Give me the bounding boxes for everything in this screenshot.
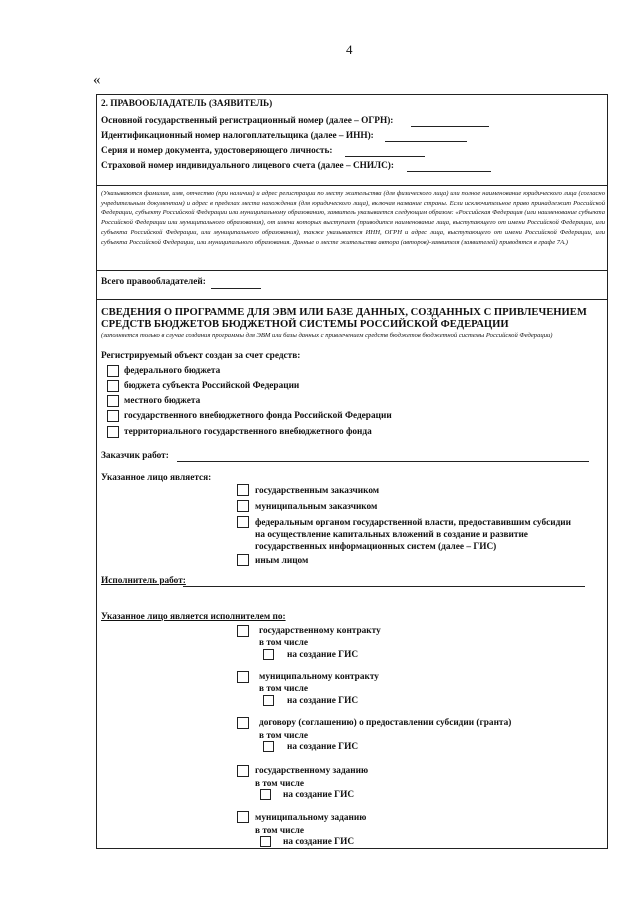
divider [97, 299, 607, 300]
divider [97, 270, 607, 271]
page-number: 4 [346, 42, 353, 57]
municipal-assignment-label: муниципальному заданию [255, 813, 367, 823]
passport-label: Серия и номер документа, удостоверяющего личность: [101, 146, 333, 156]
gis-label: на создание ГИС [283, 837, 355, 847]
customer-field[interactable] [177, 461, 589, 462]
federal-budget-checkbox[interactable] [107, 365, 119, 377]
other-person-checkbox[interactable] [237, 554, 249, 566]
federal-authority-checkbox[interactable] [237, 516, 249, 528]
gis-checkbox[interactable] [263, 695, 274, 706]
gis-checkbox[interactable] [263, 741, 274, 752]
state-assignment-label: государственному заданию [255, 766, 369, 776]
territorial-fund-checkbox[interactable] [107, 426, 119, 438]
state-contract-label: государственному контракту [259, 626, 381, 636]
ogrn-label: Основной государственный регистрационный номер (далее – ОГРН): [101, 116, 394, 126]
form-frame [96, 94, 608, 849]
including-label: в том числе [259, 684, 308, 694]
federal-authority-label-3: государственных информационных систем (далее – ГИС) [255, 542, 497, 552]
total-rightholders-field[interactable] [211, 288, 261, 289]
budget-heading: СВЕДЕНИЯ О ПРОГРАММЕ ДЛЯ ЭВМ ИЛИ БАЗЕ ДАННЫХ, СОЗДАННЫХ С ПРИВЛЕЧЕНИЕМ СРЕДСТВ БЮДЖЕТОВ БЮДЖЕТНОЙ СИСТЕМЫ РОССИЙСКОЙ ФЕДЕРАЦИИ [101, 307, 587, 330]
state-customer-label: государственным заказчиком [255, 486, 380, 496]
state-contract-checkbox[interactable] [237, 625, 249, 637]
gis-checkbox[interactable] [260, 836, 271, 847]
gis-label: на создание ГИС [283, 790, 355, 800]
quote-mark: « [93, 72, 101, 88]
rightholder-note: (Указываются фамилия, имя, отчество (при наличии) и адрес регистрации по месту жительства (для физического лица) или полное наименование юридического лица (согласно учредительным документам) и адрес в пределах места нахождения (для юридического лица), включая название страны. Если исключительное право принадлежит Российской Федерации, субъекту Российской Федерации или муниципальному образованию, заявитель указывается следующим образом: «Российская Федерация (или наименование субъекта Российской Федерации или муниципального образования), от имени которых выступает (приводится наименование лица, выступающего от имени Российской Федерации, или субъекта Российской Федерации, или муниципального образования), также указывается ИНН, ОГРН и адрес лица, выступающего от имени Российской Федерации, или субъекта Российской Федерации, или муниципального образования. Данные о месте жительства автора (авторов)-заявителя (заявителей) приводятся в графе 7А.) [101, 190, 605, 246]
customer-label: Заказчик работ: [101, 451, 169, 461]
inn-field[interactable] [385, 141, 467, 142]
section-title: 2. ПРАВООБЛАДАТЕЛЬ (ЗАЯВИТЕЛЬ) [101, 99, 273, 109]
municipal-contract-checkbox[interactable] [237, 671, 249, 683]
budget-note: (заполняется только в случае создания программы для ЭВМ или базы данных с привлечением средств бюджетов бюджетной системы Российской Федерации) [101, 332, 553, 339]
funded-label: Регистрируемый объект создан за счет средств: [101, 351, 301, 361]
snils-field[interactable] [407, 171, 491, 172]
snils-label: Страховой номер индивидуального лицевого счета (далее – СНИЛС): [101, 161, 394, 171]
regional-budget-checkbox[interactable] [107, 380, 119, 392]
including-label: в том числе [255, 826, 304, 836]
subsidy-agreement-checkbox[interactable] [237, 717, 249, 729]
executor-field[interactable] [183, 586, 585, 587]
gis-label: на создание ГИС [287, 696, 359, 706]
state-assignment-checkbox[interactable] [237, 765, 249, 777]
gis-label: на создание ГИС [287, 650, 359, 660]
inn-label: Идентификационный номер налогоплательщика (далее – ИНН): [101, 131, 374, 141]
total-rightholders-label: Всего правообладателей: [101, 277, 206, 287]
local-budget-label: местного бюджета [124, 396, 201, 406]
territorial-fund-label: территориального государственного внебюджетного фонда [124, 427, 372, 437]
gis-checkbox[interactable] [260, 789, 271, 800]
including-label: в том числе [255, 779, 304, 789]
executor-label: Исполнитель работ: [101, 576, 186, 586]
municipal-customer-checkbox[interactable] [237, 500, 249, 512]
regional-budget-label: бюджета субъекта Российской Федерации [124, 381, 300, 391]
gis-checkbox[interactable] [263, 649, 274, 660]
ogrn-field[interactable] [411, 126, 489, 127]
federal-authority-label-2: на осуществление капитальных вложений в создание и развитие [255, 530, 528, 540]
federal-authority-label: федеральным органом государственной власти, предоставившим субсидии [255, 518, 571, 528]
gis-label: на создание ГИС [287, 742, 359, 752]
state-fund-checkbox[interactable] [107, 410, 119, 422]
customer-is-label: Указанное лицо является: [101, 473, 212, 483]
state-fund-label: государственного внебюджетного фонда Российской Федерации [124, 411, 392, 421]
including-label: в том числе [259, 731, 308, 741]
federal-budget-label: федерального бюджета [124, 366, 221, 376]
other-person-label: иным лицом [255, 556, 309, 566]
passport-field[interactable] [345, 156, 425, 157]
divider [97, 185, 607, 186]
subsidy-agreement-label: договору (соглашению) о предоставлении субсидии (гранта) [259, 718, 512, 728]
municipal-contract-label: муниципальному контракту [259, 672, 379, 682]
state-customer-checkbox[interactable] [237, 484, 249, 496]
including-label: в том числе [259, 638, 308, 648]
municipal-assignment-checkbox[interactable] [237, 811, 249, 823]
local-budget-checkbox[interactable] [107, 395, 119, 407]
municipal-customer-label: муниципальным заказчиком [255, 502, 378, 512]
executor-is-label: Указанное лицо является исполнителем по: [101, 612, 286, 622]
